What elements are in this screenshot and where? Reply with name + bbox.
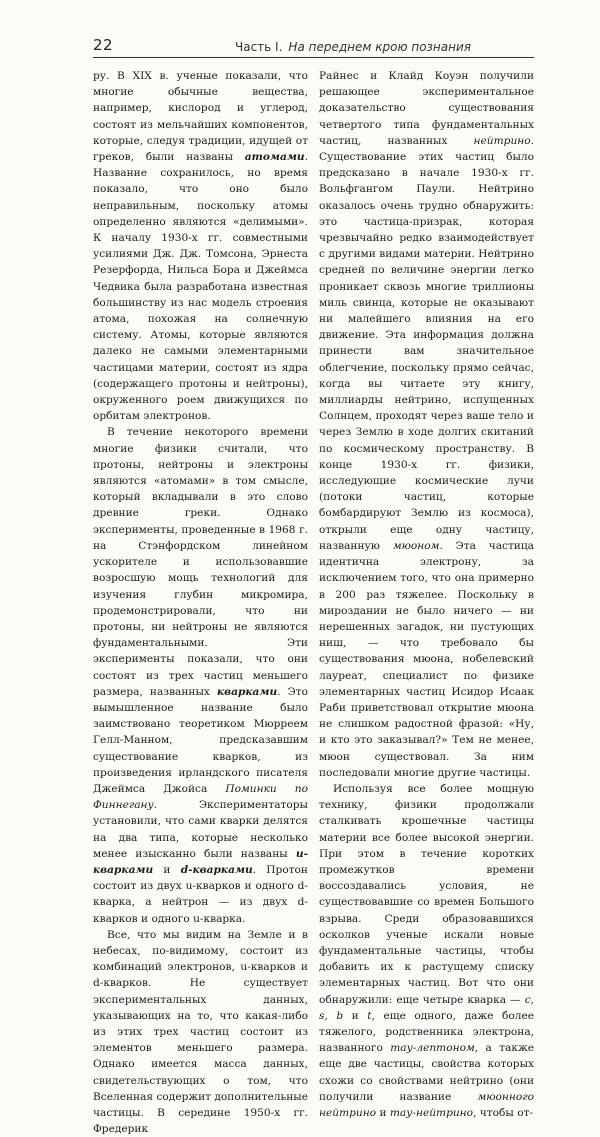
right-column — [319, 68, 535, 1119]
text-run: . Это вымышленное название было заимствовано теоретиком Мюрреем Гелл-Манном, предсказавшим существование кварков, из произведения ирландского писателя Джеймса Джойса — [93, 685, 308, 795]
term-quarks: кварками — [216, 685, 278, 698]
term-d-quarks: d-кварками — [180, 863, 253, 876]
paragraph — [93, 424, 308, 926]
book-title-finnegans-wake: Поминки по Финнегану — [93, 782, 308, 812]
term-muon-neutrino: мюонного нейтрино — [319, 1090, 534, 1119]
text-run: , еще одного, даже более тяжелого, родственника электрона, названного — [319, 1009, 535, 1055]
paragraph — [319, 68, 534, 781]
page-header — [93, 30, 534, 58]
term-u-quarks: u-кварками — [93, 847, 308, 876]
text-run: , чтобы от- — [473, 1107, 534, 1119]
term-neutrino: нейтрино — [473, 134, 531, 147]
text-run: Все, что мы видим на Земле и в небесах, по-видимому, состоит из комбинаций электронов, u-кварков и d-кварков. Не существует экспериментальных данных, указывающих на то, что какая-либо из этих трех частиц состоит из элементов меньшего размера. Однако имеется масса данных, свидетельствующих о том, что Вселенная содержит дополнительные частицы. В середине 1950-х гг. Фредерик — [93, 928, 308, 1136]
part-label: Часть I. — [235, 40, 283, 54]
paragraph — [319, 781, 534, 1121]
term-tau-lepton: тау-лептоном — [390, 1042, 475, 1055]
text-run: . Экспериментаторы установили, что сами кварки делятся на два типа, которые несколько менее изысканно были названы — [93, 799, 308, 860]
part-subtitle: На переднем крою познания — [288, 40, 471, 54]
left-column — [93, 68, 308, 1136]
paragraph — [93, 927, 308, 1137]
paragraph — [93, 68, 308, 424]
text-run: и — [376, 1107, 390, 1119]
text-run: . Название сохранилось, но время показало, что оно было неправильным, поскольку атомы определенно являются «делимыми». К началу 1930-х гг. совместными усилиями Дж. Дж. Томсона, Эрнеста Резерфорда, Нильса Бора и Джеймса Чедвика была разработана известная большинству из нас модель строения атома, похожая на солнечную систему. Атомы, которые являются далеко не самыми элементарными частицами материи, состоят из ядра (содержащего протоны и нейтроны), окруженного роем движущихся по орбитам электронов. — [93, 151, 308, 423]
term-quark-flavors: c, s, b — [319, 993, 534, 1022]
text-run: и — [343, 1009, 368, 1022]
term-tau-neutrino: тау-нейтрино — [389, 1107, 474, 1119]
text-run: . Эта частица идентична электрону, за исключением того, что она примерно в 200 раз тяжелее. Поскольку в мироздании не было ничего — ни нерешенных загадок, ни пустующих ниш, — что требовало бы существования мюона, нобелевский лауреат, специалист по физике элементарных частиц Исидор Исаак Раби приветствовал открытие мюона не слишком радостной фразой: «Ну, и кто это заказывал?» Тем не менее, мюон существовал. За ним последовали многие другие частицы. — [319, 539, 534, 779]
text-run: . Протон состоит из двух u-кварков и одного d-кварка, а нейтрон — из двух d-кварков и одного u-кварка. — [93, 863, 308, 925]
page-number: 22 — [93, 36, 114, 54]
running-head — [235, 40, 471, 54]
text-run: Райнес и Клайд Коуэн получили решающее экспериментальное доказательство существования четвертого типа фундаментальных частиц, названных — [319, 70, 534, 147]
text-run: , а также еще две частицы, свойства которых схожи со свойствами нейтрино (они получили название — [319, 1042, 535, 1103]
text-run: В течение некоторого времени многие физики считали, что протоны, нейтроны и электроны являются «атомами» в том смысле, который вкладывали в это слово древние греки. Однако эксперименты, проведенные в 1968 г. на Стэнфордском линейном ускорителе и использовавшие возросшую мощь технологий для изучения глубин микромира, продемонстрировали, что ни протоны, ни нейтроны не являются фундаментальными. Эти эксперименты показали, что они состоят из трех частиц меньшего размера, названных — [93, 426, 308, 698]
term-atoms: атомами — [244, 151, 305, 164]
term-t-quark: t — [367, 1009, 372, 1022]
term-muon: мюоном — [392, 539, 440, 552]
text-run: . Существование этих частиц было предсказано в начале 1930-х гг. Вольфгангом Паули. Нейтрино оказалось очень трудно обнаружить: это частица-призрак, которая чрезвычайно редко взаимодействует с другими видами материи. Нейтрино средней по величине энергии легко проникает сквозь многие триллионы миль свинца, которые не оказывают ни малейшего влияния на его движение. Эта информация должна принести вам значительное облегчение, поскольку прямо сейчас, когда вы читаете эту книгу, миллиарды нейтрино, испущенных Солнцем, проходят через ваше тело и через Землю в ходе долгих скитаний по космическому пространству. В конце 1930-х гг. физики, исследующие космические лучи (потоки частиц, которые бомбардируют Землю из космоса), открыли еще одну частицу, названную — [319, 134, 534, 552]
text-run: и — [153, 863, 181, 876]
text-columns — [93, 68, 535, 1136]
text-run: ру. В XIX в. ученые показали, что многие обычные вещества, например, кислород и углерод, состоят из мельчайших компонентов, которые, следуя традиции, идущей от греков, были названы — [93, 70, 308, 164]
text-run: Используя все более мощную технику, физики продолжали сталкивать крошечные частицы материи все более высокой энергии. При этом в течение коротких промежутков времени воссоздавались условия, не существовавшие со времен Большого взрыва. Среди образовавшихся осколков ученые искали новые фундаментальные частицы, чтобы добавить их к растущему списку элементарных частиц. Вот что они обнаружили: еще четыре кварка — — [319, 782, 534, 1006]
